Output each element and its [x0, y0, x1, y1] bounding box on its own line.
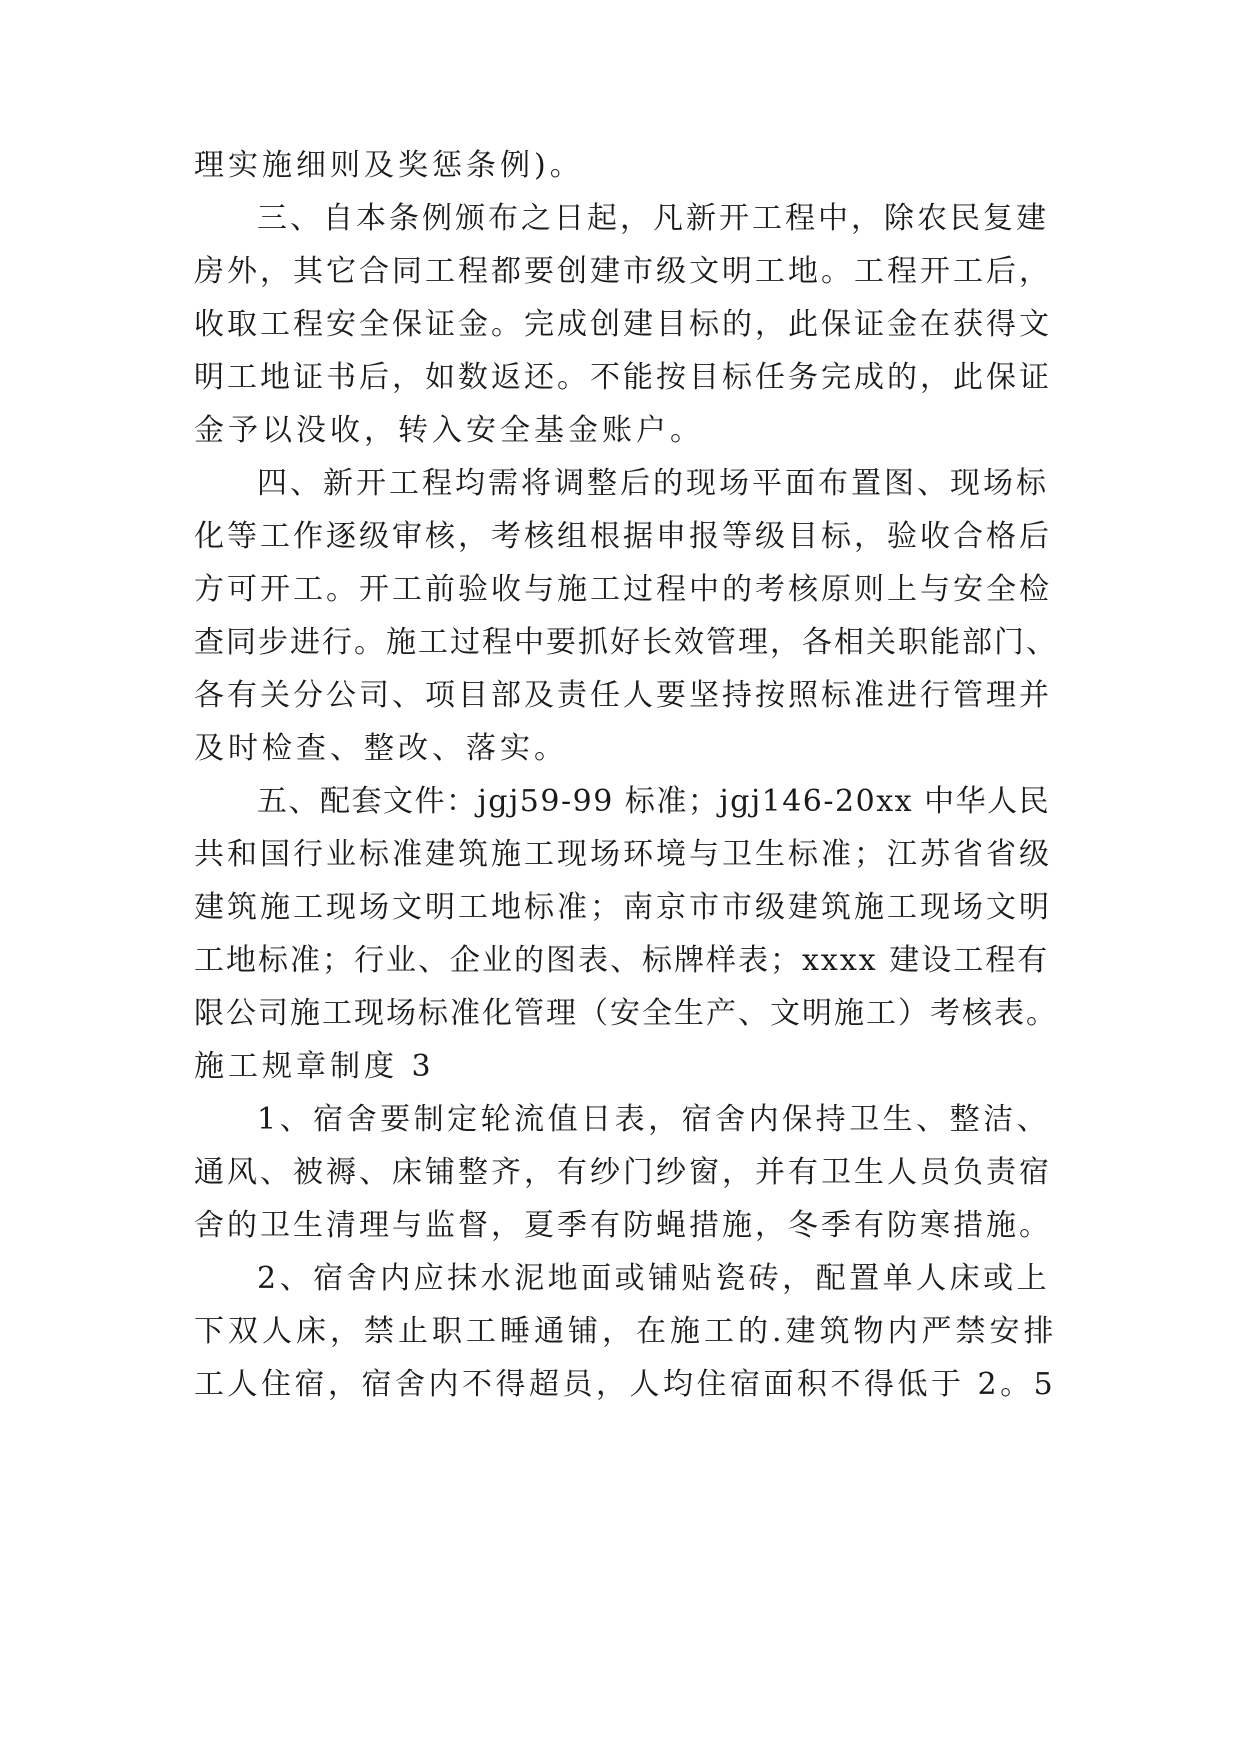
text-line: 限公司施工现场标准化管理（安全生产、文明施工）考核表。 [194, 996, 1058, 1031]
text-line: 明工地证书后，如数返还。不能按目标任务完成的，此保证 [194, 360, 1052, 395]
text-line: 各有关分公司、项目部及责任人要坚持按照标准进行管理并 [194, 678, 1052, 713]
text-line: 房外，其它合同工程都要创建市级文明工地。工程开工后， [194, 254, 1052, 289]
paragraph-four-line: 四、新开工程均需将调整后的现场平面布置图、现场标 [257, 466, 1049, 501]
text-line: 舍的卫生清理与监督，夏季有防蝇措施，冬季有防寒措施。 [194, 1208, 1052, 1243]
text-line: 建筑施工现场文明工地标准；南京市市级建筑施工现场文明 [194, 890, 1052, 925]
section-heading: 施工规章制度 3 [194, 1049, 435, 1084]
text-line: 共和国行业标准建筑施工现场环境与卫生标准；江苏省省级 [194, 837, 1052, 872]
text-line: 下双人床，禁止职工睡通铺，在施工的.建筑物内严禁安排 [194, 1314, 1058, 1349]
text-line: 方可开工。开工前验收与施工过程中的考核原则上与安全检 [194, 572, 1052, 607]
text-line: 及时检查、整改、落实。 [194, 731, 568, 766]
text-line: 金予以没收，转入安全基金账户。 [194, 413, 704, 448]
text-line: 通风、被褥、床铺整齐，有纱门纱窗，并有卫生人员负责宿 [194, 1155, 1052, 1190]
text-line: 工地标准；行业、企业的图表、标牌样表；xxxx 建设工程有 [194, 943, 1050, 978]
paragraph-three-line: 三、自本条例颁布之日起，凡新开工程中，除农民复建 [257, 201, 1049, 236]
text-line: 工人住宿，宿舍内不得超员，人均住宿面积不得低于 2。5 [194, 1367, 1057, 1402]
text-line: 理实施细则及奖惩条例)。 [194, 148, 584, 183]
text-line: 收取工程安全保证金。完成创建目标的，此保证金在获得文 [194, 307, 1052, 342]
paragraph-five-line: 五、配套文件：jgj59-99 标准；jgj146-20xx 中华人民 [257, 784, 1051, 819]
item-two-line: 2、宿舍内应抹水泥地面或铺贴瓷砖，配置单人床或上 [257, 1261, 1051, 1296]
item-one-line: 1、宿舍要制定轮流值日表，宿舍内保持卫生、整洁、 [257, 1102, 1051, 1137]
text-line: 化等工作逐级审核，考核组根据申报等级目标，验收合格后 [194, 519, 1052, 554]
text-line: 查同步进行。施工过程中要抓好长效管理，各相关职能部门、 [194, 625, 1058, 660]
